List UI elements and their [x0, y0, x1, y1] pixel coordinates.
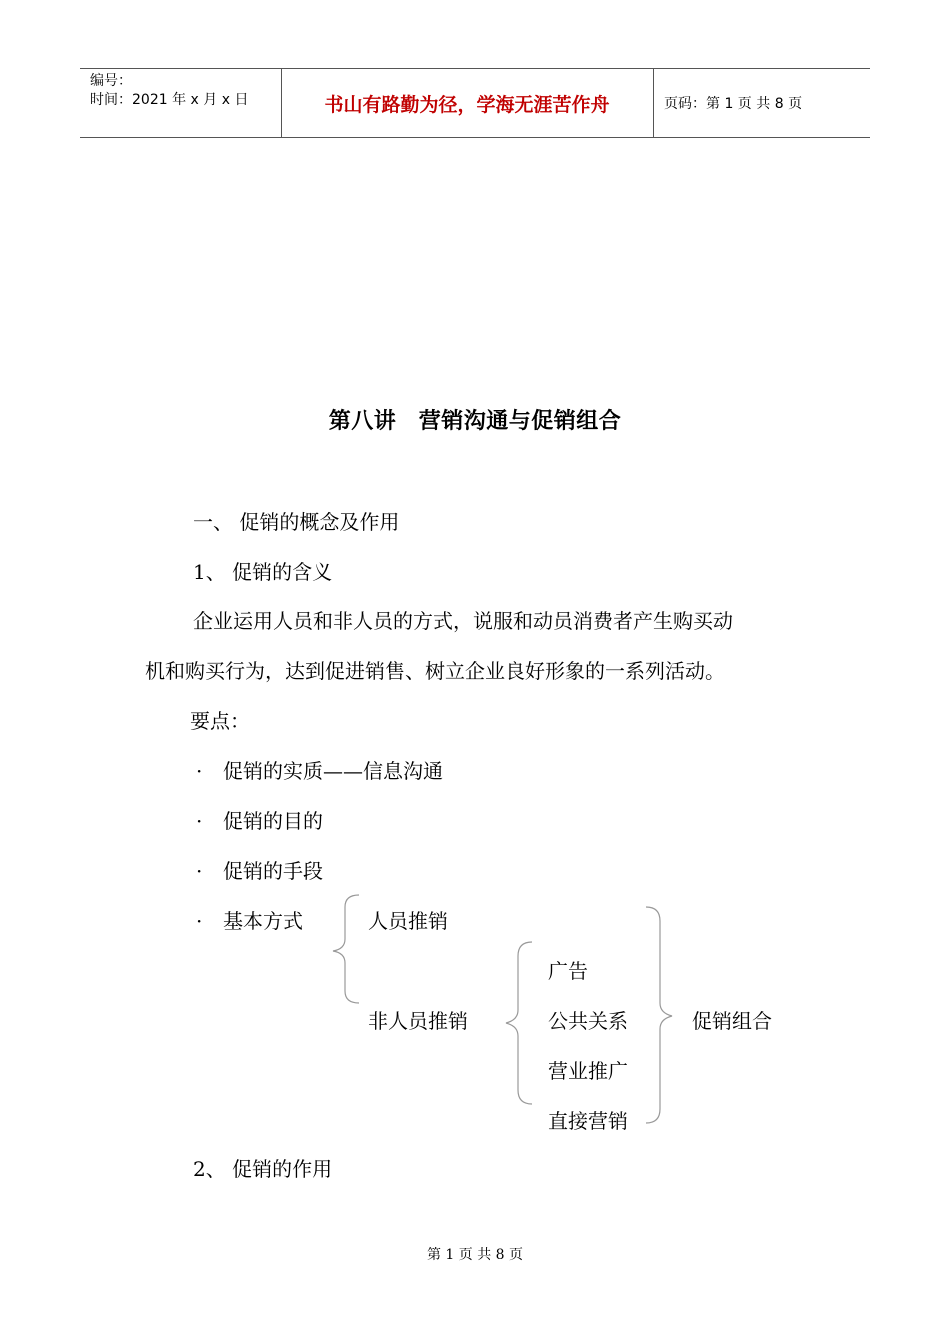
paragraph-line-1: 企业运用人员和非人员的方式，说服和动员消费者产生购买动	[193, 609, 733, 633]
bullet-item: 促销的目的	[223, 809, 323, 833]
bullet-marker: ·	[196, 909, 203, 933]
page-info: 页码：第 1 页 共 8 页	[664, 96, 803, 112]
lecture-title: 第八讲 营销沟通与促销组合	[328, 408, 622, 434]
header-motto-cell	[281, 69, 654, 137]
bullet-marker: ·	[196, 759, 203, 783]
subsection-heading-1: 1、 促销的含义	[193, 560, 333, 584]
subsection-heading-2: 2、 促销的作用	[193, 1157, 333, 1181]
header-meta-cell	[80, 69, 282, 137]
number-label: 编号：	[90, 73, 132, 89]
non-personal-selling-label: 非人员推销	[368, 1009, 468, 1033]
promotion-mix-label: 促销组合	[692, 1009, 772, 1033]
bullet-marker: ·	[196, 859, 203, 883]
paragraph-line-2: 机和购买行为，达到促进销售、树立企业良好形象的一系列活动。	[145, 659, 725, 683]
personal-selling-label: 人员推销	[368, 909, 448, 933]
key-points-label: 要点：	[190, 709, 250, 733]
bullet-item: 基本方式	[223, 909, 303, 933]
page-footer: 第 1 页 共 8 页	[426, 1247, 524, 1263]
promo-item: 公共关系	[548, 1009, 628, 1033]
bullet-item: 促销的手段	[223, 859, 323, 883]
promo-item: 直接营销	[548, 1109, 628, 1133]
page-header	[80, 68, 870, 138]
promo-item: 广告	[548, 959, 588, 983]
promo-item: 营业推广	[548, 1059, 628, 1083]
bullet-marker: ·	[196, 809, 203, 833]
brace-left-basic	[325, 893, 365, 1005]
motto: 书山有路勤为径，学海无涯苦作舟	[324, 94, 610, 116]
brace-right-combination	[640, 905, 680, 1125]
header-page-cell	[654, 69, 870, 137]
time-label: 时间：2021 年 x 月 x 日	[90, 92, 249, 108]
section-heading: 一、 促销的概念及作用	[193, 510, 400, 534]
brace-left-non-personal	[498, 940, 538, 1106]
bullet-item: 促销的实质——信息沟通	[223, 759, 443, 783]
